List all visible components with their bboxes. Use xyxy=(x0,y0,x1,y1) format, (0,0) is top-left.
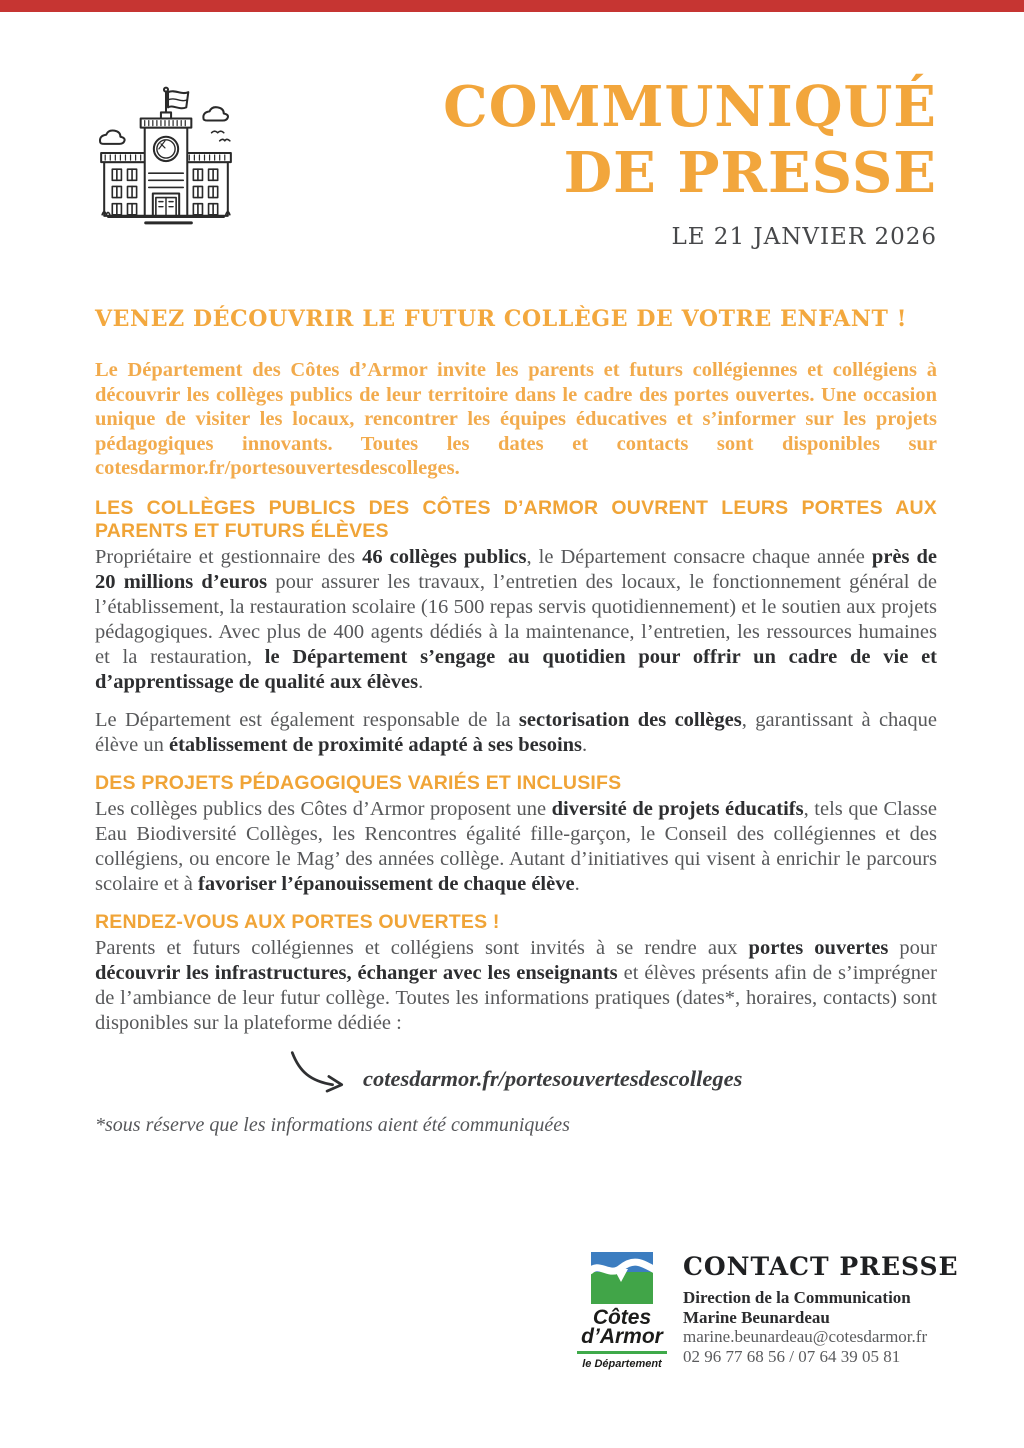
section-heading-colleges-publics: LES COLLÈGES PUBLICS DES CÔTES D’ARMOR OUVRENT LEURS PORTES AUX PARENTS ET FUTURS ÉLÈVES xyxy=(95,496,937,542)
section-heading-rendez-vous: RENDEZ-VOUS AUX PORTES OUVERTES ! xyxy=(95,910,500,933)
contact-email: marine.beunardeau@cotesdarmor.fr xyxy=(683,1327,928,1346)
footnote: *sous réserve que les informations aient été communiquées xyxy=(95,1113,570,1136)
contact-details xyxy=(683,1252,959,1366)
date: LE 21 JANVIER 2026 xyxy=(671,224,937,250)
paragraph: Le Département est également responsable de la sectorisation des collèges, garantissant à chaque élève un établissement de proximité adapté à ses besoins. xyxy=(95,708,937,756)
school-building-icon xyxy=(90,84,242,226)
curved-arrow-icon xyxy=(285,1048,349,1094)
link-row xyxy=(285,1048,937,1094)
paragraph: Propriétaire et gestionnaire des 46 collèges publics, le Département consacre chaque année près de 20 millions d’euros pour assurer les travaux, l’entretien des locaux, le fonctionnement général de l’établissement, la restauration scolaire (16 500 repas servis quotidiennement) et le soutien aux projets pédagogiques. Avec plus de 400 agents dédiés à la maintenance, l’entretien, les ressources humaines et la restauration, le Département s’engage au quotidien pour offrir un cadre de vie et d’apprentissage de qualité aux élèves. xyxy=(95,545,938,693)
paragraph: Parents et futurs collégiennes et collégiens sont invités à se rendre aux portes ouvertes pour découvrir les infrastructures, échanger avec les enseignants et élèves présents afin de s’imprégner de l’ambiance de leur futur collège. Toutes les informations pratiques (dates*, horaires, contacts) sont disponibles sur la plateforme dédiée : xyxy=(95,936,937,1034)
section-heading-projets-pedagogiques: DES PROJETS PÉDAGOGIQUES VARIÉS ET INCLUSIFS xyxy=(95,771,622,794)
page-title-line1: COMMUNIQUÉ xyxy=(443,74,937,140)
contact-person: Marine Beunardeau xyxy=(683,1307,830,1327)
logo-green-rule xyxy=(577,1351,667,1354)
contact-direction: Direction de la Communication xyxy=(683,1288,911,1307)
cotes-darmor-emblem-icon xyxy=(591,1252,653,1304)
portes-ouvertes-link[interactable]: cotesdarmor.fr/portesouvertesdescolleges xyxy=(363,1065,743,1091)
contact-phones: 02 96 77 68 56 / 07 64 39 05 81 xyxy=(683,1346,901,1366)
lead-paragraph: Le Département des Côtes d’Armor invite les parents et futurs collégiennes et collégiens à découvrir les collèges publics de leur territoire dans le cadre des portes ouvertes. Une occasion unique de visiter les locaux, rencontrer les équipes éducatives et s’informer sur les projets pédagogiques innovants. Toutes les dates et contacts sont disponibles sur cotesdarmor.fr/portesouvertesdescolleges. xyxy=(95,359,937,479)
content-column xyxy=(95,306,937,1137)
headline: VENEZ DÉCOUVRIR LE FUTUR COLLÈGE DE VOTRE ENFANT ! xyxy=(95,306,908,332)
contact-press-block xyxy=(575,1252,959,1370)
logo-subtitle: le Département xyxy=(582,1358,662,1370)
top-red-bar xyxy=(0,0,1024,12)
page-title xyxy=(443,74,937,206)
page-title-line2: DE PRESSE xyxy=(563,140,937,206)
logo-wordmark: Côtes d’Armor xyxy=(581,1306,663,1348)
cotes-darmor-department-logo xyxy=(575,1252,669,1370)
contact-title: CONTACT PRESSE xyxy=(683,1252,959,1281)
paragraph: Les collèges publics des Côtes d’Armor proposent une diversité de projets éducatifs, tels que Classe Eau Biodiversité Collèges, les Rencontres égalité fille-garçon, le Conseil des collégiennes et des collégiens, ou encore le Mag’ des années collège. Autant d’initiatives qui visent à enrichir le parcours scolaire et à favoriser l’épanouissement de chaque élève. xyxy=(95,797,937,895)
